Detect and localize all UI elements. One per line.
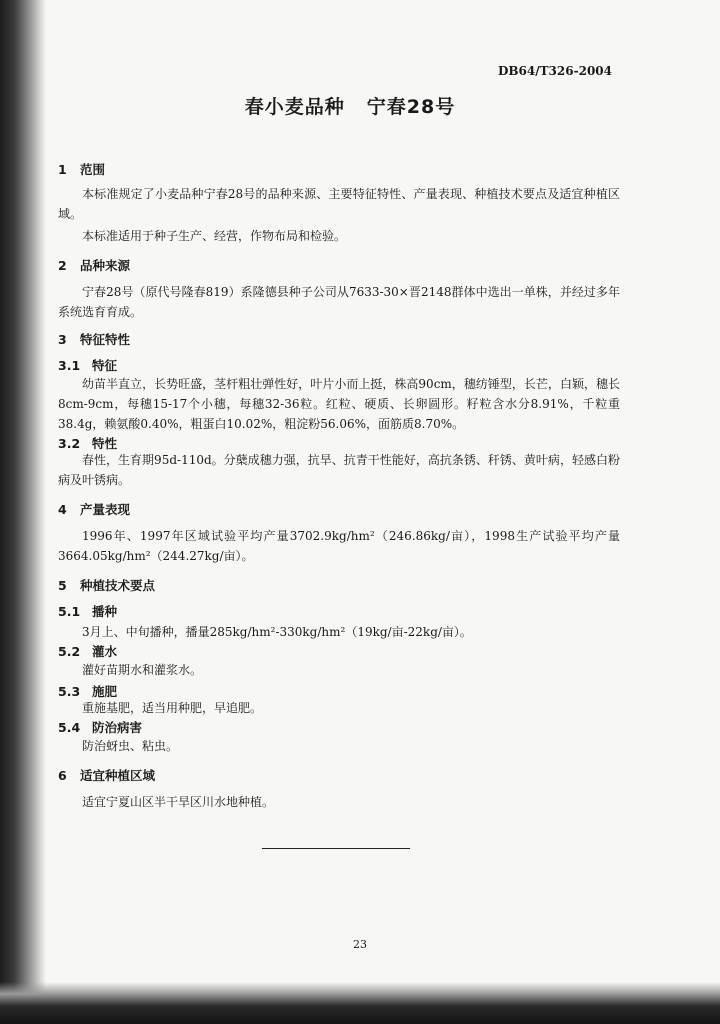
- section-4-paragraph: 1996年、1997年区域试验平均产量3702.9kg/hm²（246.86kg/亩），1998生产试验平均产量3664.05kg/hm²（244.27kg/亩）。: [58, 529, 620, 563]
- subsection-number: 5.3: [58, 684, 81, 699]
- section-2-heading: [58, 256, 130, 274]
- subsection-number: 5.1: [58, 604, 81, 619]
- section-3-heading: [58, 330, 130, 348]
- title-part-1: 春小麦品种: [244, 96, 345, 118]
- section-number: 3: [58, 332, 67, 347]
- section-6-paragraph: 适宜宁夏山区半干旱区川水地种植。: [82, 795, 275, 809]
- section-1-paragraph-1: 本标准规定了小麦品种宁春28号的品种来源、主要特征特性、产量表现、种植技术要点及适宜种植区域。: [58, 187, 620, 221]
- subsection-number: 3.2: [58, 436, 81, 451]
- section-5-2-heading: [58, 642, 117, 660]
- section-number: 4: [58, 502, 67, 517]
- subsection-number: 5.2: [58, 644, 81, 659]
- end-rule: [262, 848, 410, 849]
- section-5-1-paragraph: 3月上、中旬播种，播量285kg/hm²-330kg/hm²（19kg/亩-22kg/亩）。: [82, 625, 472, 639]
- section-3-2-paragraph: 春性，生育期95d-110d。分蘖成穗力强，抗旱、抗青干性能好，高抗条锈、秆锈、黄叶病，轻感白粉病及叶锈病。: [58, 453, 620, 487]
- section-number: 1: [58, 162, 67, 177]
- title-part-2: 宁春28号: [366, 96, 456, 118]
- subsection-number: 5.4: [58, 720, 81, 735]
- section-2-paragraph-1: 宁春28号（原代号隆春819）系隆德县种子公司从7633-30×晋2148群体中选出一单株，并经过多年系统选育育成。: [58, 285, 620, 319]
- subsection-number: 3.1: [58, 358, 81, 373]
- section-4-heading: [58, 500, 130, 518]
- section-1-paragraph-2: 本标准适用于种子生产、经营，作物布局和检验。: [82, 229, 347, 243]
- section-number: 5: [58, 578, 67, 593]
- section-title: 特征特性: [80, 332, 131, 347]
- section-5-3-paragraph: 重施基肥，适当用种肥，早追肥。: [82, 701, 263, 715]
- scan-shadow-left: [0, 0, 46, 1024]
- page-title: [0, 92, 700, 119]
- section-3-1-paragraph: 幼苗半直立，长势旺盛，茎杆粗壮弹性好，叶片小而上挺，株高90cm，穗纺锤型，长芒，白颖，穗长8cm-9cm，每穗15-17个小穗，每穗32-36粒。红粒、硬质、长卵圆形。籽粒含水分8.91%，千粒重38.4g，赖氨酸0.40%，粗蛋白10.02%，粗淀粉56.06%，面筋质8.70%。: [58, 377, 620, 431]
- section-title: 产量表现: [80, 502, 131, 517]
- section-number: 2: [58, 258, 67, 273]
- subsection-title: 播种: [92, 604, 118, 619]
- section-6-heading: [58, 766, 155, 784]
- section-3-1-heading: [58, 356, 117, 374]
- section-title: 品种来源: [80, 258, 131, 273]
- subsection-title: 灌水: [92, 644, 118, 659]
- section-title: 范围: [80, 162, 106, 177]
- standard-code: DB64/T326-2004: [498, 64, 612, 78]
- section-number: 6: [58, 768, 67, 783]
- section-5-heading: [58, 576, 155, 594]
- section-title: 适宜种植区域: [80, 768, 156, 783]
- subsection-title: 特征: [92, 358, 118, 373]
- section-1-heading: [58, 160, 105, 178]
- scan-shadow-bottom: [0, 982, 720, 1024]
- subsection-title: 施肥: [92, 684, 118, 699]
- section-5-4-heading: [58, 718, 142, 736]
- subsection-title: 防治病害: [92, 720, 143, 735]
- subsection-title: 特性: [92, 436, 118, 451]
- section-5-4-paragraph: 防治蚜虫、粘虫。: [82, 739, 179, 753]
- page-number: 23: [353, 938, 367, 951]
- section-title: 种植技术要点: [80, 578, 156, 593]
- section-5-2-paragraph: 灌好苗期水和灌浆水。: [82, 663, 203, 677]
- section-5-1-heading: [58, 602, 117, 620]
